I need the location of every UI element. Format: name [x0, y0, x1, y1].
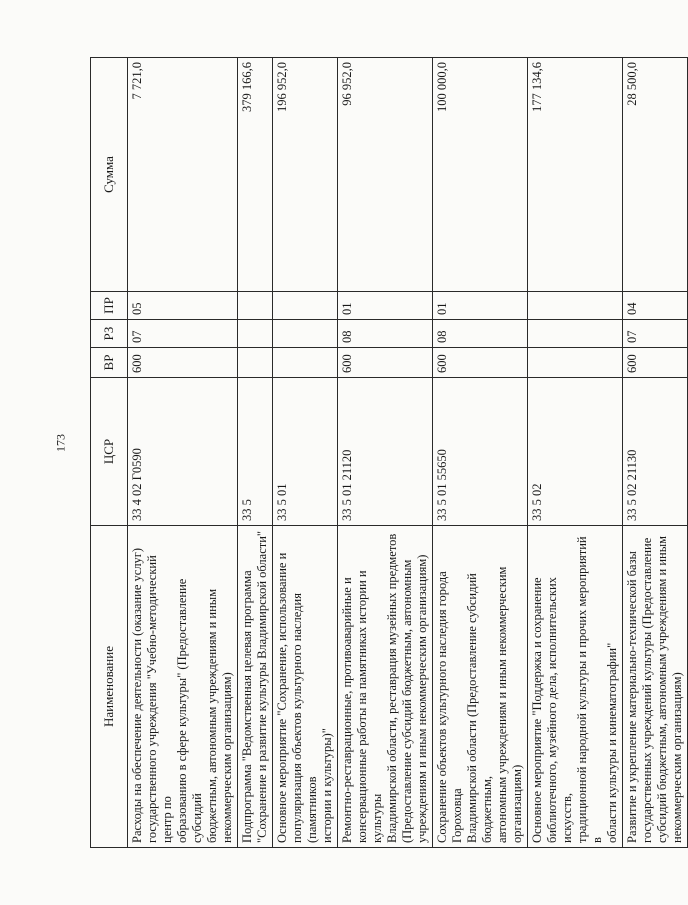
- row-csr: 33 5 01 55650: [433, 378, 528, 526]
- row-name: Развитие и укрепление материально-технической базы государственных учреждений культуры (Предоставление субсидий бюджетным, автономным учреждениям и иным некоммерческим организациям): [623, 526, 688, 848]
- row-pr: 05: [128, 292, 238, 320]
- row-name: Расходы на обеспечение деятельности (оказание услуг) государственного учреждения "Учебно-методический центр по образованию в сфере культуры" (Предоставление субсидий бюджетным, автономным учреждениям и иным некоммерческим организациям): [128, 526, 238, 848]
- row-name: Ремонтно-реставрационные, противоаварийные и консервационные работы на памятниках истории и культуры Владимирской области, реставрация музейных предметов (Предоставление субсидий бюджетным, автономным учреждениям и иным некоммерческим организациям): [338, 526, 433, 848]
- header-vr: ВР: [91, 348, 128, 378]
- row-vr: 600: [433, 348, 528, 378]
- header-name: Наименование: [91, 526, 128, 848]
- row-csr: 33 5 02: [528, 378, 623, 526]
- table-row: [623, 58, 688, 848]
- row-sum: 379 166,6: [238, 58, 273, 292]
- row-vr: [273, 348, 338, 378]
- row-name: Основное мероприятие "Сохранение, использование и популяризация объектов культурного наследия (памятников истории и культуры)": [273, 526, 338, 848]
- row-vr: [238, 348, 273, 378]
- table-row: [238, 58, 273, 848]
- row-rz: 08: [338, 320, 433, 348]
- page-number: 173: [53, 434, 68, 452]
- header-csr: ЦСР: [91, 378, 128, 526]
- row-sum: 96 952,0: [338, 58, 433, 292]
- row-csr: 33 4 02 Г0590: [128, 378, 238, 526]
- row-vr: 600: [128, 348, 238, 378]
- table-row: [128, 58, 238, 848]
- row-sum: 100 000,0: [433, 58, 528, 292]
- row-pr: [528, 292, 623, 320]
- budget-table-container: [90, 58, 684, 848]
- row-pr: [273, 292, 338, 320]
- row-rz: 08: [433, 320, 528, 348]
- budget-table: [90, 57, 688, 848]
- row-rz: 07: [623, 320, 688, 348]
- row-vr: 600: [338, 348, 433, 378]
- row-rz: 07: [128, 320, 238, 348]
- row-vr: 600: [623, 348, 688, 378]
- row-csr: 33 5 02 21130: [623, 378, 688, 526]
- table-row: [338, 58, 433, 848]
- row-pr: [238, 292, 273, 320]
- row-vr: [528, 348, 623, 378]
- row-name: Основное мероприятие "Поддержка и сохранение библиотечного, музейного дела, исполнительских искусств, традиционной народной культуры и прочих мероприятий в области культуры и кинематографии": [528, 526, 623, 848]
- header-pr: ПР: [91, 292, 128, 320]
- row-rz: [273, 320, 338, 348]
- row-pr: 01: [433, 292, 528, 320]
- table-header-row: [91, 58, 128, 848]
- row-csr: 33 5 01 21120: [338, 378, 433, 526]
- header-rz: РЗ: [91, 320, 128, 348]
- row-sum: 196 952,0: [273, 58, 338, 292]
- row-sum: 7 721,0: [128, 58, 238, 292]
- header-sum: Сумма: [91, 58, 128, 292]
- table-row: [433, 58, 528, 848]
- table-row: [528, 58, 623, 848]
- row-sum: 177 134,6: [528, 58, 623, 292]
- row-pr: 04: [623, 292, 688, 320]
- row-rz: [238, 320, 273, 348]
- row-rz: [528, 320, 623, 348]
- row-name: Сохранение объектов культурного наследия города Гороховца Владимирской области (Предоставление субсидий бюджетным, автономным учреждениям и иным некоммерческим организациям): [433, 526, 528, 848]
- table-row: [273, 58, 338, 848]
- row-name: Подпрограмма "Ведомственная целевая программа "Сохранение и развитие культуры Владимирской области": [238, 526, 273, 848]
- row-csr: 33 5 01: [273, 378, 338, 526]
- row-csr: 33 5: [238, 378, 273, 526]
- row-sum: 28 500,0: [623, 58, 688, 292]
- row-pr: 01: [338, 292, 433, 320]
